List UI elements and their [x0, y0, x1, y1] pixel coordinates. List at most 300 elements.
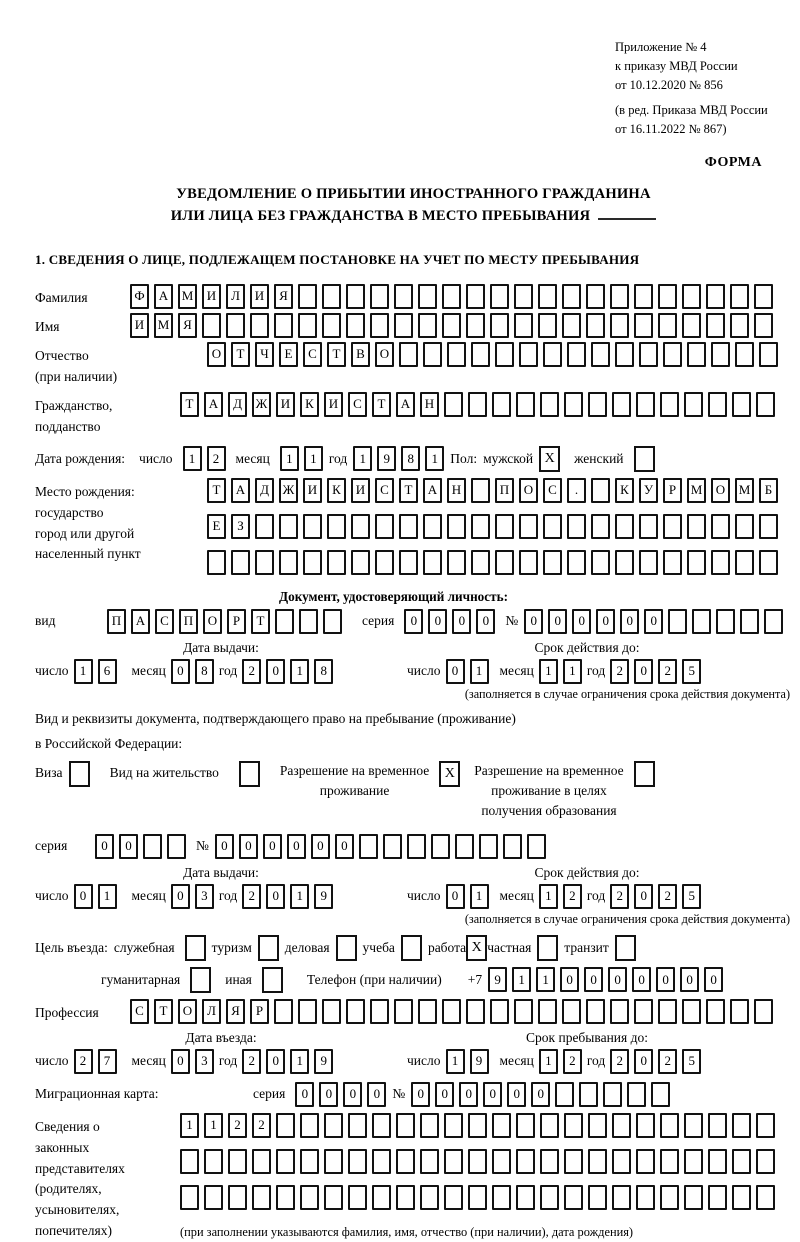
- char-cell[interactable]: О: [207, 342, 226, 367]
- char-cell[interactable]: [324, 1149, 343, 1174]
- char-cell[interactable]: [274, 313, 293, 338]
- char-cell[interactable]: Л: [226, 284, 245, 309]
- char-cell[interactable]: 0: [632, 967, 651, 992]
- char-cell[interactable]: [471, 478, 490, 503]
- char-cell[interactable]: 8: [401, 446, 420, 471]
- char-cell[interactable]: [394, 284, 413, 309]
- char-cell[interactable]: Р: [227, 609, 246, 634]
- char-cell[interactable]: Т: [251, 609, 270, 634]
- char-cell[interactable]: 0: [634, 659, 653, 684]
- char-cell[interactable]: [610, 284, 629, 309]
- char-cell[interactable]: Ж: [252, 392, 271, 417]
- char-cell[interactable]: З: [231, 514, 250, 539]
- char-cell[interactable]: 0: [266, 659, 285, 684]
- char-cell[interactable]: [754, 313, 773, 338]
- purpose-study-checkbox[interactable]: [401, 935, 422, 961]
- char-cell[interactable]: 0: [295, 1082, 314, 1107]
- char-cell[interactable]: Н: [447, 478, 466, 503]
- char-cell[interactable]: К: [327, 478, 346, 503]
- char-cell[interactable]: [684, 392, 703, 417]
- char-cell[interactable]: [495, 342, 514, 367]
- char-cell[interactable]: [516, 1185, 535, 1210]
- char-cell[interactable]: [492, 392, 511, 417]
- char-cell[interactable]: 2: [658, 884, 677, 909]
- char-cell[interactable]: П: [107, 609, 126, 634]
- char-cell[interactable]: 0: [171, 659, 190, 684]
- char-cell[interactable]: [708, 1113, 727, 1138]
- char-cell[interactable]: 0: [95, 834, 114, 859]
- char-cell[interactable]: А: [231, 478, 250, 503]
- char-cell[interactable]: [420, 1113, 439, 1138]
- char-cell[interactable]: [228, 1149, 247, 1174]
- char-cell[interactable]: 9: [377, 446, 396, 471]
- char-cell[interactable]: [687, 342, 706, 367]
- sex-female-checkbox[interactable]: [634, 446, 655, 472]
- char-cell[interactable]: 0: [435, 1082, 454, 1107]
- sex-male-checkbox[interactable]: X: [539, 446, 560, 472]
- char-cell[interactable]: [276, 1185, 295, 1210]
- char-cell[interactable]: И: [303, 478, 322, 503]
- char-cell[interactable]: [684, 1149, 703, 1174]
- char-cell[interactable]: [394, 999, 413, 1024]
- char-cell[interactable]: [298, 284, 317, 309]
- char-cell[interactable]: [275, 609, 294, 634]
- char-cell[interactable]: С: [130, 999, 149, 1024]
- char-cell[interactable]: [591, 478, 610, 503]
- char-cell[interactable]: 1: [470, 884, 489, 909]
- char-cell[interactable]: 1: [180, 1113, 199, 1138]
- char-cell[interactable]: 2: [563, 884, 582, 909]
- char-cell[interactable]: [540, 1185, 559, 1210]
- char-cell[interactable]: [735, 342, 754, 367]
- char-cell[interactable]: [407, 834, 426, 859]
- char-cell[interactable]: 1: [353, 446, 372, 471]
- char-cell[interactable]: Р: [250, 999, 269, 1024]
- char-cell[interactable]: 2: [242, 659, 261, 684]
- char-cell[interactable]: А: [204, 392, 223, 417]
- char-cell[interactable]: [490, 999, 509, 1024]
- char-cell[interactable]: 0: [531, 1082, 550, 1107]
- char-cell[interactable]: 0: [680, 967, 699, 992]
- char-cell[interactable]: 2: [252, 1113, 271, 1138]
- char-cell[interactable]: Т: [207, 478, 226, 503]
- char-cell[interactable]: [540, 392, 559, 417]
- char-cell[interactable]: 0: [263, 834, 282, 859]
- char-cell[interactable]: 0: [507, 1082, 526, 1107]
- char-cell[interactable]: [562, 313, 581, 338]
- char-cell[interactable]: 0: [319, 1082, 338, 1107]
- char-cell[interactable]: [754, 284, 773, 309]
- char-cell[interactable]: 0: [266, 884, 285, 909]
- char-cell[interactable]: 2: [228, 1113, 247, 1138]
- char-cell[interactable]: 0: [287, 834, 306, 859]
- char-cell[interactable]: [490, 284, 509, 309]
- char-cell[interactable]: [732, 1149, 751, 1174]
- char-cell[interactable]: [636, 392, 655, 417]
- char-cell[interactable]: И: [324, 392, 343, 417]
- char-cell[interactable]: 0: [411, 1082, 430, 1107]
- char-cell[interactable]: [372, 1185, 391, 1210]
- char-cell[interactable]: [396, 1113, 415, 1138]
- char-cell[interactable]: [492, 1149, 511, 1174]
- char-cell[interactable]: [706, 284, 725, 309]
- char-cell[interactable]: Т: [372, 392, 391, 417]
- char-cell[interactable]: 1: [204, 1113, 223, 1138]
- char-cell[interactable]: [423, 514, 442, 539]
- char-cell[interactable]: [204, 1185, 223, 1210]
- char-cell[interactable]: М: [735, 478, 754, 503]
- char-cell[interactable]: [636, 1185, 655, 1210]
- char-cell[interactable]: 0: [335, 834, 354, 859]
- char-cell[interactable]: [226, 313, 245, 338]
- char-cell[interactable]: 0: [367, 1082, 386, 1107]
- char-cell[interactable]: И: [276, 392, 295, 417]
- char-cell[interactable]: 1: [563, 659, 582, 684]
- char-cell[interactable]: [322, 313, 341, 338]
- char-cell[interactable]: 0: [483, 1082, 502, 1107]
- char-cell[interactable]: И: [250, 284, 269, 309]
- char-cell[interactable]: 1: [539, 659, 558, 684]
- char-cell[interactable]: [567, 550, 586, 575]
- char-cell[interactable]: [204, 1149, 223, 1174]
- char-cell[interactable]: 5: [682, 884, 701, 909]
- char-cell[interactable]: С: [303, 342, 322, 367]
- char-cell[interactable]: [396, 1185, 415, 1210]
- char-cell[interactable]: 9: [314, 884, 333, 909]
- char-cell[interactable]: [274, 999, 293, 1024]
- residence-permit-checkbox[interactable]: [239, 761, 260, 787]
- char-cell[interactable]: [759, 550, 778, 575]
- char-cell[interactable]: 0: [644, 609, 663, 634]
- char-cell[interactable]: 2: [610, 659, 629, 684]
- char-cell[interactable]: [639, 514, 658, 539]
- char-cell[interactable]: [252, 1149, 271, 1174]
- char-cell[interactable]: Ч: [255, 342, 274, 367]
- char-cell[interactable]: Т: [154, 999, 173, 1024]
- char-cell[interactable]: [447, 550, 466, 575]
- char-cell[interactable]: 5: [682, 1049, 701, 1074]
- char-cell[interactable]: [687, 550, 706, 575]
- char-cell[interactable]: 0: [572, 609, 591, 634]
- temp-residence-checkbox[interactable]: X: [439, 761, 460, 787]
- char-cell[interactable]: [303, 514, 322, 539]
- char-cell[interactable]: [538, 284, 557, 309]
- char-cell[interactable]: [612, 392, 631, 417]
- char-cell[interactable]: [660, 1113, 679, 1138]
- char-cell[interactable]: [658, 284, 677, 309]
- char-cell[interactable]: [420, 1185, 439, 1210]
- char-cell[interactable]: [351, 514, 370, 539]
- char-cell[interactable]: [586, 313, 605, 338]
- char-cell[interactable]: 0: [215, 834, 234, 859]
- char-cell[interactable]: Т: [399, 478, 418, 503]
- char-cell[interactable]: У: [639, 478, 658, 503]
- char-cell[interactable]: Т: [327, 342, 346, 367]
- char-cell[interactable]: [516, 1113, 535, 1138]
- char-cell[interactable]: [492, 1113, 511, 1138]
- char-cell[interactable]: [668, 609, 687, 634]
- char-cell[interactable]: [394, 313, 413, 338]
- char-cell[interactable]: 7: [98, 1049, 117, 1074]
- char-cell[interactable]: [351, 550, 370, 575]
- char-cell[interactable]: А: [396, 392, 415, 417]
- char-cell[interactable]: [471, 550, 490, 575]
- char-cell[interactable]: [711, 514, 730, 539]
- char-cell[interactable]: [555, 1082, 574, 1107]
- purpose-private-checkbox[interactable]: [537, 935, 558, 961]
- char-cell[interactable]: 1: [304, 446, 323, 471]
- char-cell[interactable]: [615, 514, 634, 539]
- char-cell[interactable]: [516, 1149, 535, 1174]
- char-cell[interactable]: [588, 1113, 607, 1138]
- char-cell[interactable]: 1: [183, 446, 202, 471]
- char-cell[interactable]: [471, 342, 490, 367]
- char-cell[interactable]: [431, 834, 450, 859]
- char-cell[interactable]: О: [519, 478, 538, 503]
- char-cell[interactable]: [399, 550, 418, 575]
- char-cell[interactable]: [442, 999, 461, 1024]
- char-cell[interactable]: [540, 1113, 559, 1138]
- purpose-transit-checkbox[interactable]: [615, 935, 636, 961]
- char-cell[interactable]: [588, 1185, 607, 1210]
- char-cell[interactable]: [564, 1113, 583, 1138]
- char-cell[interactable]: [495, 514, 514, 539]
- char-cell[interactable]: [370, 313, 389, 338]
- char-cell[interactable]: [468, 1149, 487, 1174]
- char-cell[interactable]: 0: [311, 834, 330, 859]
- char-cell[interactable]: 1: [539, 884, 558, 909]
- char-cell[interactable]: [300, 1185, 319, 1210]
- char-cell[interactable]: 0: [620, 609, 639, 634]
- char-cell[interactable]: [543, 550, 562, 575]
- char-cell[interactable]: 0: [428, 609, 447, 634]
- char-cell[interactable]: К: [300, 392, 319, 417]
- char-cell[interactable]: [207, 550, 226, 575]
- char-cell[interactable]: 0: [560, 967, 579, 992]
- char-cell[interactable]: 1: [425, 446, 444, 471]
- char-cell[interactable]: 0: [476, 609, 495, 634]
- char-cell[interactable]: [756, 1149, 775, 1174]
- char-cell[interactable]: [615, 550, 634, 575]
- char-cell[interactable]: 0: [704, 967, 723, 992]
- char-cell[interactable]: [466, 313, 485, 338]
- char-cell[interactable]: [455, 834, 474, 859]
- char-cell[interactable]: [663, 550, 682, 575]
- char-cell[interactable]: С: [375, 478, 394, 503]
- char-cell[interactable]: [756, 392, 775, 417]
- char-cell[interactable]: К: [615, 478, 634, 503]
- char-cell[interactable]: [444, 1185, 463, 1210]
- char-cell[interactable]: В: [351, 342, 370, 367]
- char-cell[interactable]: [682, 999, 701, 1024]
- char-cell[interactable]: [492, 1185, 511, 1210]
- char-cell[interactable]: [706, 999, 725, 1024]
- char-cell[interactable]: [322, 999, 341, 1024]
- purpose-tourism-checkbox[interactable]: [258, 935, 279, 961]
- char-cell[interactable]: [346, 313, 365, 338]
- char-cell[interactable]: [708, 1185, 727, 1210]
- char-cell[interactable]: [658, 999, 677, 1024]
- char-cell[interactable]: 2: [74, 1049, 93, 1074]
- char-cell[interactable]: Р: [663, 478, 682, 503]
- char-cell[interactable]: 0: [446, 884, 465, 909]
- char-cell[interactable]: [299, 609, 318, 634]
- char-cell[interactable]: 2: [563, 1049, 582, 1074]
- char-cell[interactable]: [372, 1149, 391, 1174]
- char-cell[interactable]: [759, 342, 778, 367]
- char-cell[interactable]: С: [348, 392, 367, 417]
- char-cell[interactable]: О: [203, 609, 222, 634]
- char-cell[interactable]: [682, 284, 701, 309]
- char-cell[interactable]: 0: [452, 609, 471, 634]
- char-cell[interactable]: [399, 342, 418, 367]
- char-cell[interactable]: [231, 550, 250, 575]
- char-cell[interactable]: [180, 1149, 199, 1174]
- char-cell[interactable]: [375, 514, 394, 539]
- char-cell[interactable]: 0: [634, 884, 653, 909]
- char-cell[interactable]: Е: [207, 514, 226, 539]
- char-cell[interactable]: 1: [536, 967, 555, 992]
- char-cell[interactable]: [324, 1185, 343, 1210]
- char-cell[interactable]: 0: [343, 1082, 362, 1107]
- char-cell[interactable]: 0: [548, 609, 567, 634]
- char-cell[interactable]: [591, 550, 610, 575]
- char-cell[interactable]: [591, 514, 610, 539]
- char-cell[interactable]: [564, 1149, 583, 1174]
- char-cell[interactable]: [754, 999, 773, 1024]
- char-cell[interactable]: [538, 999, 557, 1024]
- char-cell[interactable]: [706, 313, 725, 338]
- char-cell[interactable]: [588, 392, 607, 417]
- char-cell[interactable]: Б: [759, 478, 778, 503]
- char-cell[interactable]: 0: [239, 834, 258, 859]
- char-cell[interactable]: [372, 1113, 391, 1138]
- char-cell[interactable]: [396, 1149, 415, 1174]
- char-cell[interactable]: 1: [446, 1049, 465, 1074]
- char-cell[interactable]: [586, 284, 605, 309]
- char-cell[interactable]: 1: [74, 659, 93, 684]
- char-cell[interactable]: [610, 313, 629, 338]
- char-cell[interactable]: [423, 342, 442, 367]
- char-cell[interactable]: С: [543, 478, 562, 503]
- char-cell[interactable]: [711, 342, 730, 367]
- char-cell[interactable]: [300, 1113, 319, 1138]
- char-cell[interactable]: [444, 1149, 463, 1174]
- char-cell[interactable]: [447, 514, 466, 539]
- purpose-work-checkbox[interactable]: X: [466, 935, 487, 961]
- char-cell[interactable]: [279, 514, 298, 539]
- char-cell[interactable]: [586, 999, 605, 1024]
- char-cell[interactable]: [730, 313, 749, 338]
- char-cell[interactable]: [202, 313, 221, 338]
- char-cell[interactable]: 1: [280, 446, 299, 471]
- char-cell[interactable]: [634, 284, 653, 309]
- char-cell[interactable]: [756, 1113, 775, 1138]
- char-cell[interactable]: [503, 834, 522, 859]
- char-cell[interactable]: [490, 313, 509, 338]
- char-cell[interactable]: [471, 514, 490, 539]
- char-cell[interactable]: Ф: [130, 284, 149, 309]
- visa-checkbox[interactable]: [69, 761, 90, 787]
- char-cell[interactable]: [423, 550, 442, 575]
- char-cell[interactable]: [444, 392, 463, 417]
- char-cell[interactable]: [348, 1149, 367, 1174]
- char-cell[interactable]: [323, 609, 342, 634]
- char-cell[interactable]: 1: [539, 1049, 558, 1074]
- char-cell[interactable]: [468, 1185, 487, 1210]
- char-cell[interactable]: [516, 392, 535, 417]
- char-cell[interactable]: Д: [255, 478, 274, 503]
- char-cell[interactable]: [708, 392, 727, 417]
- char-cell[interactable]: [399, 514, 418, 539]
- char-cell[interactable]: 2: [610, 884, 629, 909]
- edu-residence-checkbox[interactable]: [634, 761, 655, 787]
- char-cell[interactable]: [180, 1185, 199, 1210]
- char-cell[interactable]: [732, 1113, 751, 1138]
- char-cell[interactable]: [327, 514, 346, 539]
- char-cell[interactable]: [519, 550, 538, 575]
- char-cell[interactable]: [730, 284, 749, 309]
- char-cell[interactable]: [615, 342, 634, 367]
- char-cell[interactable]: [639, 342, 658, 367]
- char-cell[interactable]: О: [711, 478, 730, 503]
- char-cell[interactable]: 9: [488, 967, 507, 992]
- char-cell[interactable]: [519, 342, 538, 367]
- char-cell[interactable]: [562, 999, 581, 1024]
- char-cell[interactable]: [716, 609, 735, 634]
- char-cell[interactable]: О: [375, 342, 394, 367]
- char-cell[interactable]: [468, 392, 487, 417]
- char-cell[interactable]: [660, 1149, 679, 1174]
- char-cell[interactable]: 2: [242, 1049, 261, 1074]
- char-cell[interactable]: 0: [404, 609, 423, 634]
- char-cell[interactable]: [383, 834, 402, 859]
- char-cell[interactable]: 8: [195, 659, 214, 684]
- char-cell[interactable]: Л: [202, 999, 221, 1024]
- char-cell[interactable]: М: [178, 284, 197, 309]
- char-cell[interactable]: [540, 1149, 559, 1174]
- char-cell[interactable]: .: [567, 478, 586, 503]
- char-cell[interactable]: [250, 313, 269, 338]
- char-cell[interactable]: [564, 1185, 583, 1210]
- char-cell[interactable]: [634, 999, 653, 1024]
- char-cell[interactable]: [255, 550, 274, 575]
- char-cell[interactable]: 1: [98, 884, 117, 909]
- char-cell[interactable]: 0: [608, 967, 627, 992]
- char-cell[interactable]: [735, 514, 754, 539]
- char-cell[interactable]: [252, 1185, 271, 1210]
- char-cell[interactable]: [466, 284, 485, 309]
- char-cell[interactable]: Ж: [279, 478, 298, 503]
- char-cell[interactable]: И: [351, 478, 370, 503]
- char-cell[interactable]: [732, 392, 751, 417]
- char-cell[interactable]: [298, 999, 317, 1024]
- char-cell[interactable]: И: [202, 284, 221, 309]
- char-cell[interactable]: [442, 284, 461, 309]
- char-cell[interactable]: [567, 514, 586, 539]
- char-cell[interactable]: [730, 999, 749, 1024]
- char-cell[interactable]: Т: [180, 392, 199, 417]
- char-cell[interactable]: 9: [470, 1049, 489, 1074]
- char-cell[interactable]: [143, 834, 162, 859]
- char-cell[interactable]: [732, 1185, 751, 1210]
- char-cell[interactable]: А: [131, 609, 150, 634]
- char-cell[interactable]: 3: [195, 884, 214, 909]
- char-cell[interactable]: [735, 550, 754, 575]
- char-cell[interactable]: [591, 342, 610, 367]
- char-cell[interactable]: [346, 284, 365, 309]
- char-cell[interactable]: [279, 550, 298, 575]
